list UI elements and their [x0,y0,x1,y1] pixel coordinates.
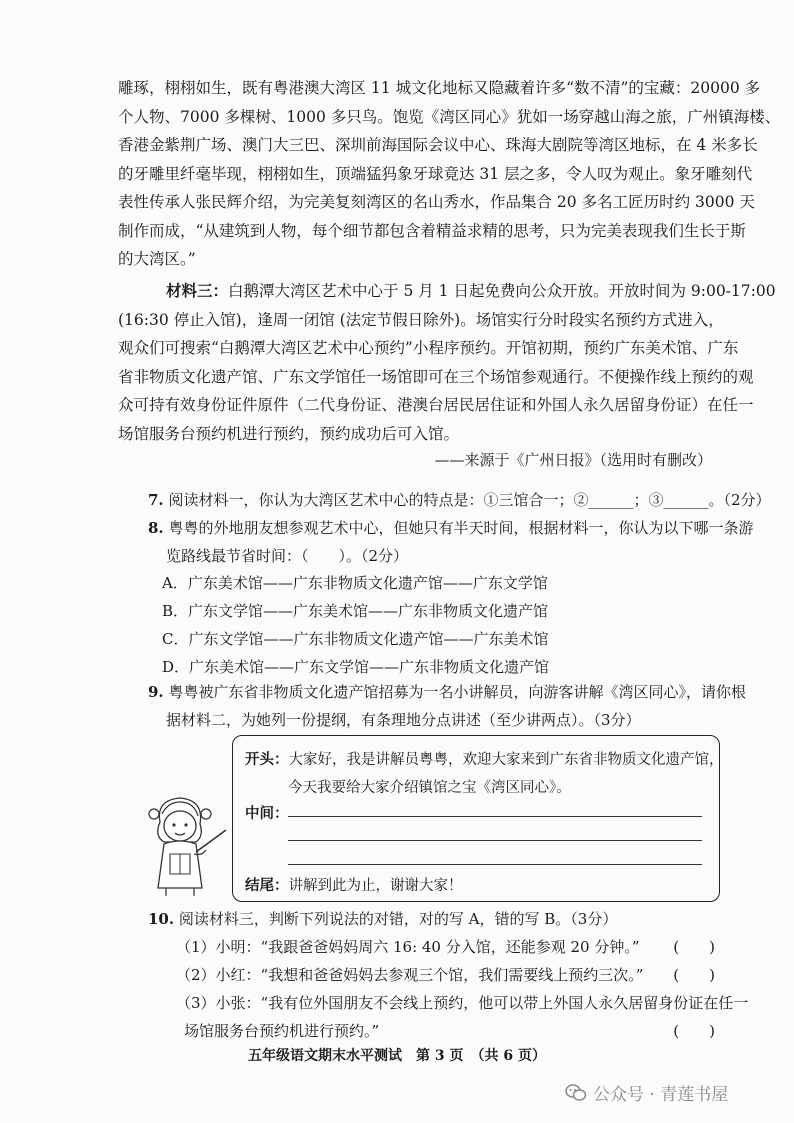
option-b: B．广东文学馆——广东美术馆——广东非物质文化遗产馆 [162,602,549,620]
ending-text: 讲解到此为止，谢谢大家！ [288,878,463,894]
question-text: 据材料二，为她列一份提纲，有条理地分点讲述（至少讲两点）。（3分） [166,711,641,729]
opening-text-2: 今天我要给大家介绍镇馆之宝《湾区同心》。 [288,780,571,796]
text-segment: 白鹅潭大湾区艺术中心于 5 月 1 日起免费向公众开放。开放时间为 9:00-17:00 [228,282,776,300]
text-line: 场馆服务台预约机进行预约，预约成功后可入馆。 [118,424,460,443]
q8-options [162,569,549,681]
watermark [565,1080,728,1105]
q10-item-3 [176,989,749,1017]
q10-item-3-cont [176,1017,721,1045]
item-text: （2）小红：“我想和爸爸妈妈去参观三个馆，我们需要线上预约三次。” [176,966,644,984]
question-number: 10. [148,910,175,928]
q10-item-2 [176,961,721,989]
text-line: (16:30 停止入馆)，逢周一闭馆 (法定节假日除外)。场馆实行分时段实名预约方式进入， [118,310,724,329]
source-citation: ——来源于《广州日报》（选用时有删改） [434,451,712,469]
question-number: 8. [148,519,164,537]
question-9 [148,678,746,734]
question-8 [148,514,754,570]
text-line: 观众们可搜索“白鹅潭大湾区艺术中心预约”小程序预约。开馆初期，预约广东美术馆、广东 [118,339,739,357]
item-text: 场馆服务台预约机进行预约。” [184,1022,380,1040]
middle-label [245,802,289,823]
opening-label: 开头： [245,751,289,768]
answer-blank[interactable]: ( ) [673,938,715,956]
q10-item-1 [176,933,721,961]
ending-label: 结尾： [245,877,289,894]
opening-text: 大家好，我是讲解员粤粤，欢迎大家来到广东省非物质文化遗产馆， [288,752,724,768]
q10-items [176,933,749,1045]
question-text: 阅读材料三，判断下列说法的对错，对的写 A，错的写 B。（3分） [178,910,618,928]
question-7 [148,486,771,514]
question-text: 览路线最节省时间：（ ）。（2分） [166,547,409,565]
answer-line[interactable] [288,840,702,841]
ending-row [245,874,463,895]
text-line [118,277,776,306]
text-line: 香港金紫荆广场、澳门大三巴、深圳前海国际会议中心、珠海大剧院等湾区地标，在 4 米多长 [118,136,758,154]
answer-blank[interactable]: ( ) [673,966,715,984]
answer-blank[interactable]: ( ) [673,1022,715,1040]
question-number: 7. [148,491,164,509]
question-text: 阅读材料一，你认为大湾区艺术中心的特点是：①三馆合一；②______；③______。（2分） [168,491,771,509]
text-line: 众可持有效身份证件原件（二代身份证、港澳台居民居住证和外国人永久居留身份证）在任一 [118,396,754,414]
opening-row [245,748,724,769]
option-c: C．广东文学馆——广东非物质文化遗产馆——广东美术馆 [162,630,549,648]
outline-card [232,735,724,902]
material3-text [118,277,776,448]
text-line: 制作而成，“从建筑到人物，每个细节都包含着精益求精的思考，只为完美表现我们生长于斯 [118,221,746,240]
question-text: 粤粤被广东省非物质文化遗产馆招募为一名小讲解员，向游客讲解《湾区同心》，请你根 [168,683,746,701]
wechat-icon [565,1084,587,1102]
page-footer: 五年级语文期末水平测试 第 3 页 （共 6 页） [248,1048,546,1064]
question-number: 9. [148,683,164,701]
text-line: 个人物、7000 多棵树、1000 多只鸟。饱览《湾区同心》犹如一场穿越山海之旅，广州镇海楼、 [118,107,781,126]
answer-line[interactable] [288,816,702,817]
middle-label-text: 中间： [245,805,289,822]
option-d: D．广东美术馆——广东文学馆——广东非物质文化遗产馆 [162,658,550,676]
text-line: 的牙雕里纤毫毕现，栩栩如生，顶端猛犸象牙球竟达 31 层之多，令人叹为观止。象牙雕刻代 [118,164,753,183]
question-text: 粤粤的外地朋友想参观艺术中心，但她只有半天时间，根据材料一，你认为以下哪一条游 [168,519,754,537]
item-text: （3）小张：“我有位外国朋友不会线上预约，他可以带上外国人永久居留身份证在任一 [176,994,749,1012]
girl-presenter-icon [146,792,230,900]
question-10 [148,905,617,933]
text-line: 雕琢，栩栩如生，既有粤港澳大湾区 11 城文化地标又隐藏着许多“数不清”的宝藏：20000 多 [118,79,761,97]
text-line: 省非物质文化遗产馆、广东文学馆任一场馆即可在三个场馆参观通行。不便操作线上预约的观 [118,367,754,386]
answer-line[interactable] [288,864,702,865]
text-line: 表性传承人张民辉介绍，为完美复刻湾区的名山秀水，作品集合 20 多名工匠历时约 3000 天 [118,193,755,211]
material2-text [118,74,781,274]
material3-label: 材料三： [166,281,229,300]
text-line: 的大湾区。” [118,250,196,268]
watermark-text: 公众号 · 青莲书屋 [593,1085,729,1105]
option-a: A．广东美术馆——广东非物质文化遗产馆——广东文学馆 [162,574,548,592]
item-text: （1）小明：“我跟爸爸妈妈周六 16: 40 分入馆，还能参观 20 分钟。” [176,938,640,956]
